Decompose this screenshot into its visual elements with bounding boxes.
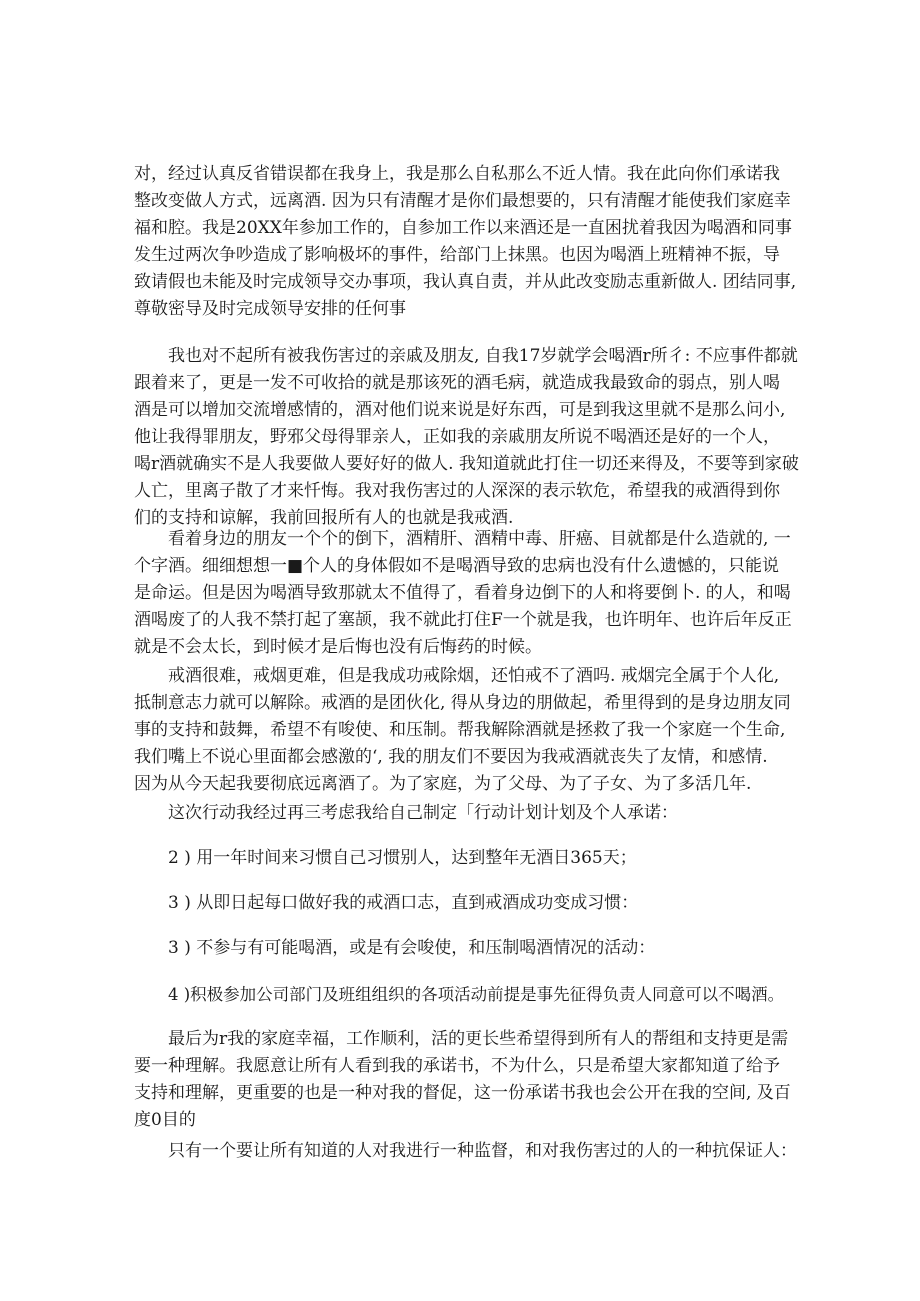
paragraph-3 [134, 526, 798, 661]
paragraph-1 [134, 161, 798, 323]
text-line: 支持和理解，更重要的也是一种对我的督促，这一份承诺书我也会公开在我的空间, 及百 [134, 1083, 791, 1103]
text-line: 致请假也未能及时完成领导交办事项，我认真自责，并从此改变励志重新做人. 团结同事, [134, 272, 797, 292]
text-line: 我们嘴上不说心里面都会感激的‘, 我的朋友们不要因为我戒酒就丧失了友情，和感情. [134, 747, 768, 767]
text-line: 戒酒很难，戒烟更难，但是我成功戒除烟，还怕戒不了酒吗. 戒烟完全属于个人化, [168, 666, 780, 686]
text-line: 整改变做人方式，远离酒. 因为只有清醒才是你们最想要的，只有清醒才能使我们家庭幸 [134, 191, 791, 211]
text-line: 这次行动我经过再三考虑我给自己制定「行动计划计划及个人承诺： [168, 803, 678, 823]
text-line: 4 )积极参加公司部门及班组组织的各项活动前提是事先征得负责人同意可以不喝酒。 [168, 985, 785, 1004]
paragraph-2 [134, 343, 798, 532]
text-line: 他让我得罪朋友，野邪父母得罪亲人，正如我的亲戚朋友所说不喝酒还是好的一个人， [134, 427, 780, 447]
text-line: 是命运。但是因为喝酒导致那就太不值得了，看着身边倒下的人和将要倒卜. 的人，和喝 [134, 583, 791, 603]
text-line: 3 ) 从即日起每口做好我的戒酒口志，直到戒酒成功变成习惯： [168, 893, 639, 913]
text-line: 2 ) 用一年时间来习惯自己习惯别人，达到整年无酒日365天； [168, 848, 637, 868]
paragraph-4 [134, 663, 798, 798]
text-line: 对，经过认真反省错误都在我身上，我是那么自私那么不近人情。我在此向你们承诺我 [134, 164, 780, 184]
text-line: 就是不会太长，到时候才是后悔也没有后悔药的时候。 [134, 637, 542, 657]
text-line: 因为从今天起我要彻底远离酒了。为了家庭，为了父母、为了子女、为了多活几年. [134, 774, 752, 794]
paragraph-closing [134, 1026, 798, 1134]
text-line: 喝r酒就确实不是人我要做人要好好的做人. 我知道就此打住一切还来得及，不要等到家破 [134, 454, 799, 474]
text-line: 要一种理解。我愿意让所有人看到我的承诺书，不为什么，只是希望大家都知道了给予 [134, 1056, 780, 1076]
text-line: 我也对不起所有被我伤害过的亲戚及朋友, 自我17岁就学会喝酒r所彳: 不应事件都就 [168, 346, 798, 366]
text-line: 酒喝废了的人我不禁打起了塞颉，我不就此打住F一个就是我，也许明年、也许后年反正 [134, 610, 792, 630]
commitment-item-4 [134, 981, 798, 1008]
text-line: 最后为r我的家庭幸福，工作顺利，活的更长些希望得到所有人的帮组和支持更是需 [168, 1029, 789, 1049]
text-line: 个字酒。细细想想一■个人的身体假如不是喝酒导致的忠病也没有什么遗憾的，只能说 [134, 556, 780, 576]
paragraph-final [134, 1138, 798, 1165]
text-line: 们的支持和谅解，我前回报所有人的也就是我戒酒. [134, 508, 514, 528]
commitment-item-3 [134, 935, 798, 962]
commitment-item-2 [134, 890, 798, 917]
text-line: 事的支持和鼓舞，希望不有唆使、和压制。帮我解除酒就是拯救了我一个家庭一个生命, [134, 720, 786, 740]
text-line: 跟着来了，更是一发不可收拾的就是那该死的酒毛病，就造成我最致命的弱点，别人喝 [134, 373, 780, 393]
text-line: 看着身边的朋友一个个的倒下，酒精肝、酒精中毒、肝癌、目就都是什么造就的, 一 [168, 529, 791, 549]
text-line: 3 ) 不参与有可能喝酒，或是有会唆使，和压制喝酒情况的活动： [168, 938, 656, 958]
text-line: 福和腔。我是20XX年参加工作的，自参加工作以来酒还是一直困扰着我因为喝酒和同事 [134, 218, 792, 238]
text-line: 只有一个要让所有知道的人对我进行一种监督，和对我伤害过的人的一种抗保证人： [168, 1141, 797, 1161]
text-line: 尊敬密导及时完成领导安排的任何事 [134, 299, 406, 319]
commitment-item-1 [134, 845, 798, 872]
text-line: 抵制意志力就可以解除。戒酒的是团伙化, 得从身边的朋做起，希里得到的是身边朋友同 [134, 693, 791, 713]
text-line: 度0目的 [134, 1110, 196, 1130]
text-line: 酒是可以增加交流增感情的，酒对他们说来说是好东西，可是到我这里就不是那么问小, [134, 400, 786, 420]
paragraph-5 [134, 800, 798, 827]
text-line: 人亡，里离子散了才来忏悔。我对我伤害过的人深深的表示软危，希望我的戒酒得到你 [134, 481, 780, 501]
text-line: 发生过两次争吵造成了影响极坏的事件，给部门上抹黑。也因为喝酒上班精神不振，导 [134, 245, 780, 265]
